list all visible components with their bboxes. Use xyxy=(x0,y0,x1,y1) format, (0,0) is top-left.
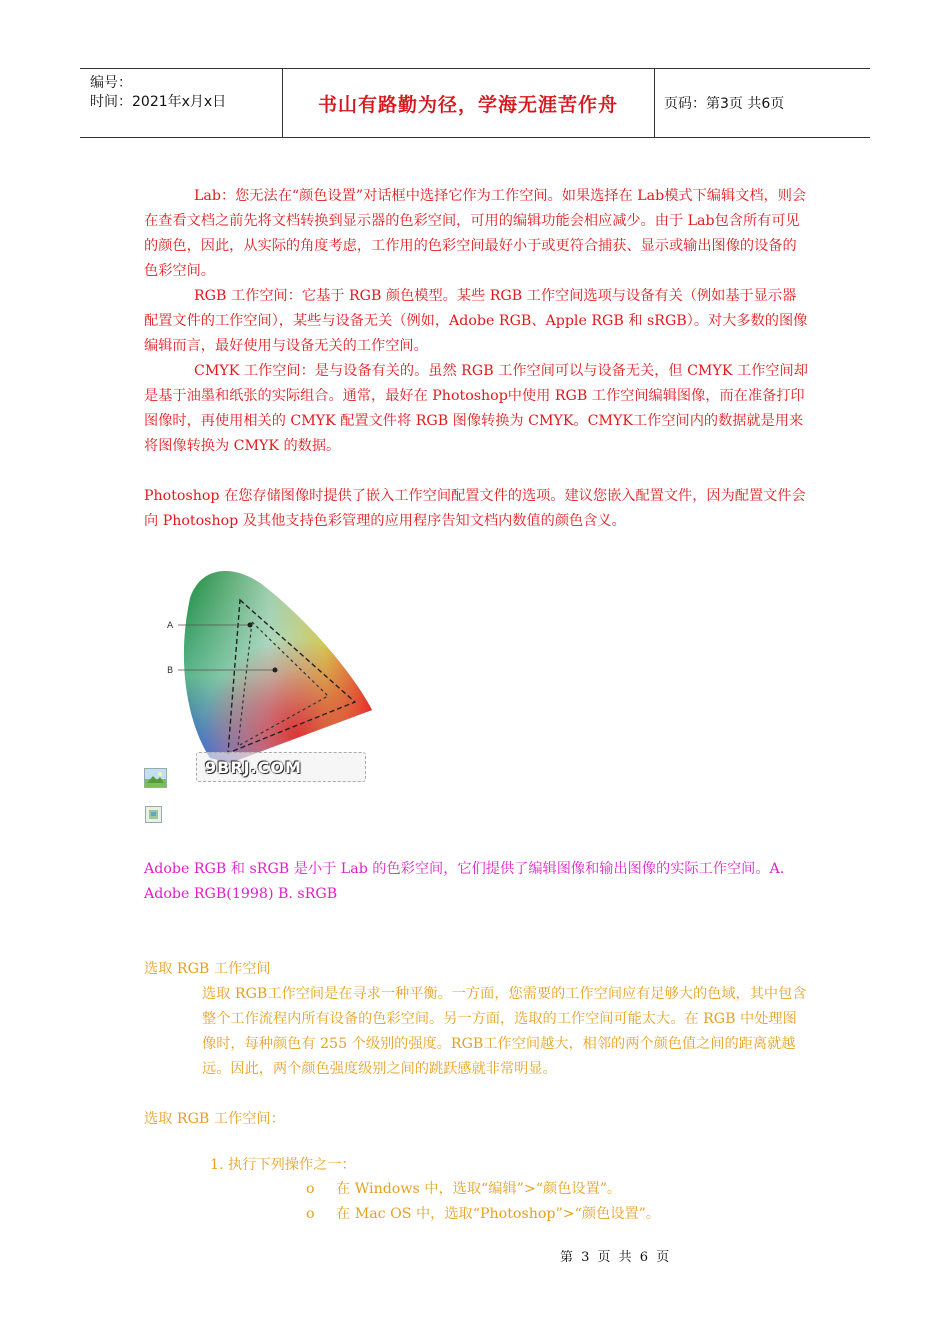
header-meta-cell xyxy=(80,69,283,137)
label-b: B xyxy=(167,666,174,676)
bullet-icon: o xyxy=(306,1206,315,1222)
image-placeholder-icon xyxy=(144,768,167,788)
option-mac xyxy=(306,1203,660,1223)
section-body: 选取 RGB工作空间是在寻求一种平衡。一方面，您需要的工作空间应有足够大的色域，其中包含整个工作流程内所有设备的色彩空间。另一方面，选取的工作空间可能太大。在 RGB 中处理图像时，每种颜色有 255 个级别的强度。RGB工作空间越大，相邻的两个颜色值之间的距离就越远。因此，两个颜色强度级别之间的跳跃感就非常明显。 xyxy=(202,986,807,1077)
time-label: 时间：2021年x月x日 xyxy=(90,94,227,110)
steps-title: 选取 RGB 工作空间： xyxy=(144,1111,285,1127)
broken-image-icon xyxy=(145,806,162,823)
section-title: 选取 RGB 工作空间 xyxy=(144,961,271,977)
figure-caption: Adobe RGB 和 sRGB 是小于 Lab 的色彩空间，它们提供了编辑图像和输出图像的实际工作空间。A. Adobe RGB(1998) B. sRGB xyxy=(144,861,785,902)
step-1: 1. 执行下列操作之一： xyxy=(210,1157,356,1173)
gamut-diagram xyxy=(160,558,375,768)
bullet-icon: o xyxy=(306,1181,315,1197)
option-windows xyxy=(306,1178,621,1198)
cmyk-paragraph: CMYK 工作空间：是与设备有关的。虽然 RGB 工作空间可以与设备无关，但 CMYK 工作空间却是基于油墨和纸张的实际组合。通常，最好在 Photoshop中使用 RGB 工作空间编辑图像，而在准备打印图像时，再使用相关的 CMYK 配置文件将 RGB 图像转换为 CMYK。CMYK工作空间内的数据就是用来将图像转换为 CMYK 的数据。 xyxy=(144,363,808,454)
motto: 书山有路勤为径，学海无涯苦作舟 xyxy=(282,69,655,137)
option-mac-text: 在 Mac OS 中，选取“Photoshop”>“颜色设置”。 xyxy=(336,1206,661,1222)
number-label: 编号： xyxy=(90,75,132,91)
page-footer: 第 3 页 共 6 页 xyxy=(560,1250,672,1265)
page-number-label: 页码：第3页 共6页 xyxy=(664,96,785,112)
page-header xyxy=(80,68,870,138)
option-windows-text: 在 Windows 中，选取“编辑”>“颜色设置”。 xyxy=(336,1181,622,1197)
watermark-text: 9BRJ.COM xyxy=(205,757,302,777)
label-a: A xyxy=(167,621,174,631)
rgb-paragraph: RGB 工作空间：它基于 RGB 颜色模型。某些 RGB 工作空间选项与设备有关（例如基于显示器配置文件的工作空间），某些与设备无关（例如，Adobe RGB、Apple RGB 和 sRGB）。对大多数的图像编辑而言，最好使用与设备无关的工作空间。 xyxy=(144,288,808,354)
watermark xyxy=(196,752,366,782)
lab-paragraph: Lab：您无法在“颜色设置”对话框中选择它作为工作空间。如果选择在 Lab模式下编辑文档，则会在查看文档之前先将文档转换到显示器的色彩空间，可用的编辑功能会相应减少。由于 Lab包含所有可见的颜色，因此，从实际的角度考虑，工作用的色彩空间最好小于或更符合捕获、显示或输出图像的设备的色彩空间。 xyxy=(144,188,807,279)
embed-paragraph: Photoshop 在您存储图像时提供了嵌入工作空间配置文件的选项。建议您嵌入配置文件，因为配置文件会向 Photoshop 及其他支持色彩管理的应用程序告知文档内数值的颜色含义。 xyxy=(144,488,806,529)
